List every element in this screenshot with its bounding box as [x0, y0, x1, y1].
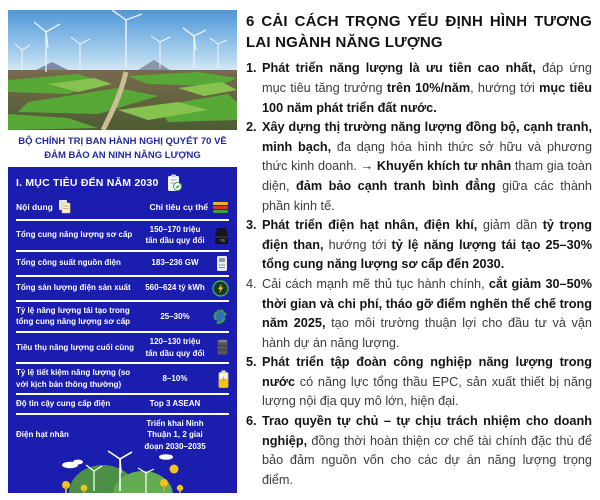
item-text-bold: Trao quyền tự chủ – tự chịu trách nhiệm cho doanh nghiệp,: [262, 414, 592, 448]
item-text: có năng lực tổng thầu EPC, sản xuất thiết bị năng lượng nội địa quy mô lớn, hiện đại.: [262, 374, 592, 409]
row-label: Độ tin cậy cung cấp điện: [16, 399, 111, 409]
item-text: đồng thời hoàn thiện cơ chế tài chính đặc thù để bảo đảm nguồn vốn cho các dự án năng lượng trọng điểm.: [262, 433, 592, 487]
left-column: [8, 10, 237, 493]
item-text-bold: Phát triển năng lượng là ưu tiên cao nhất,: [262, 61, 536, 76]
reform-item: [246, 59, 592, 118]
reform-list: [246, 59, 592, 490]
row-value: 150–170 triệu tấn dầu quy đổi: [145, 224, 205, 246]
item-number: 5.: [246, 355, 257, 370]
item-text: , hướng tới: [470, 80, 540, 95]
power-meter-icon: [209, 255, 229, 272]
row-label: Điện hạt nhân: [16, 430, 69, 440]
item-text-bold: đảm bảo cạnh tranh bình đẳng: [296, 178, 496, 193]
item-text: giảm dần: [477, 218, 543, 233]
table-row: [16, 219, 229, 250]
row-label: Tổng sản lượng điện sản xuất: [16, 283, 131, 293]
lightning-icon: [209, 280, 229, 297]
item-text-bold: Xây dựng thị trường năng lượng đồng bộ, cạnh tranh, minh bạch,: [262, 120, 592, 154]
table-row: [16, 300, 229, 331]
row-label: Tỷ lệ năng lượng tái tạo trong tổng cung năng lượng sơ cấp: [16, 305, 131, 327]
row-label: Tổng cung năng lượng sơ cấp: [16, 230, 133, 240]
recycle-icon: [209, 308, 229, 325]
caption-line-1: BỘ CHÍNH TRỊ BAN HÀNH NGHỊ QUYẾT 70 VỀ: [18, 136, 227, 147]
item-number: 4.: [246, 276, 257, 291]
item-number: 1.: [246, 61, 257, 76]
item-text-bold: Phát triển điện hạt nhân, điện khí,: [262, 218, 478, 233]
reform-item: [246, 118, 592, 216]
documents-icon: [57, 199, 72, 214]
row-label: Tổng công suất nguồn điện: [16, 258, 121, 268]
svg-text:OIL: OIL: [220, 238, 226, 243]
column-header-label: Nội dung: [16, 201, 53, 212]
caption-line-2: ĐẢM BẢO AN NINH NĂNG LƯỢNG: [44, 149, 201, 161]
item-text: tạo môi trường thuận lợi cho đầu tư và vận hành dự án năng lượng.: [262, 316, 592, 350]
table-row: [16, 250, 229, 275]
item-text-bold: cắt giảm 30–50% thời gian và chi phí, tháo gỡ điểm nghẽn thể chế trong năm 2025,: [262, 276, 593, 331]
reform-item: [246, 353, 592, 412]
row-value: 120–130 triệu tấn dầu quy đổi: [145, 336, 205, 358]
row-label: Tiêu thụ năng lượng cuối cùng: [16, 342, 134, 352]
reform-item: [246, 216, 592, 275]
battery-icon: [209, 370, 229, 388]
row-value: 8–10%: [162, 373, 188, 383]
table-row: [16, 393, 229, 413]
wind-farm-photo: [8, 10, 237, 130]
reform-item: [246, 412, 592, 490]
row-label: Tỷ lệ tiết kiệm năng lượng (so với kịch bản thông thường): [16, 368, 131, 389]
row-value: Top 3 ASEAN: [149, 399, 201, 409]
item-text: hướng tới: [323, 237, 392, 252]
item-text-bold: trên 10%/năm: [386, 80, 471, 95]
fuel-drum-icon: [209, 339, 229, 356]
row-value: 25–30%: [160, 311, 190, 321]
item-number: 2.: [246, 120, 257, 135]
table-row: [16, 413, 229, 456]
row-value: Triển khai Ninh Thuận 1, 2 giai đoạn 2030–2035: [144, 418, 206, 452]
main-column: [246, 12, 592, 490]
reform-item: [246, 275, 592, 353]
row-value: 183–236 GW: [151, 258, 199, 268]
table-row: [16, 275, 229, 300]
column-header-value: Chỉ tiêu cụ thể: [149, 201, 208, 212]
item-text-bold: tỷ trọng điện than,: [262, 218, 592, 252]
clipboard-icon: [165, 174, 183, 192]
item-text: đa dạng hóa hình thức sở hữu và phương thức kinh doanh.: [262, 139, 592, 174]
oil-barrel-icon: [209, 227, 229, 244]
item-text-bold: → Khuyến khích tư nhân: [360, 159, 512, 174]
item-number: 3.: [246, 218, 257, 233]
item-number: 6.: [246, 414, 257, 429]
item-text-bold: mục tiêu 100 năm phát triển đất nước.: [262, 80, 593, 115]
item-text-bold: Phát triển tập đoàn công nghiệp năng lượng trong nước: [262, 355, 592, 389]
row-value: 560–624 tỷ kWh: [145, 283, 205, 293]
item-text: Cải cách mạnh mẽ thủ tục hành chính,: [262, 276, 489, 291]
photo-caption: [10, 135, 235, 163]
chart-icon: [212, 200, 229, 214]
item-text: đáp ứng mục tiêu tăng trưởng: [262, 61, 592, 95]
table-row: [16, 362, 229, 393]
table-row: [16, 331, 229, 362]
table-header-row: [16, 195, 229, 219]
targets-panel: [8, 167, 237, 493]
page-title: 6 CẢI CÁCH TRỌNG YẾU ĐỊNH HÌNH TƯƠNG LAI NGÀNH NĂNG LƯỢNG: [246, 13, 592, 51]
panel-title: I. MỤC TIÊU ĐẾN NĂM 2030: [16, 176, 159, 189]
panel-title-row: [16, 171, 229, 195]
item-text: giữa các thành phần kinh tế.: [262, 178, 592, 213]
item-text-bold: tỷ lệ năng lượng tái tạo 25–30% tổng cung năng lượng sơ cấp đến 2030.: [262, 237, 593, 272]
item-text: tham gia toàn diện,: [262, 159, 593, 193]
targets-table: [16, 219, 229, 456]
